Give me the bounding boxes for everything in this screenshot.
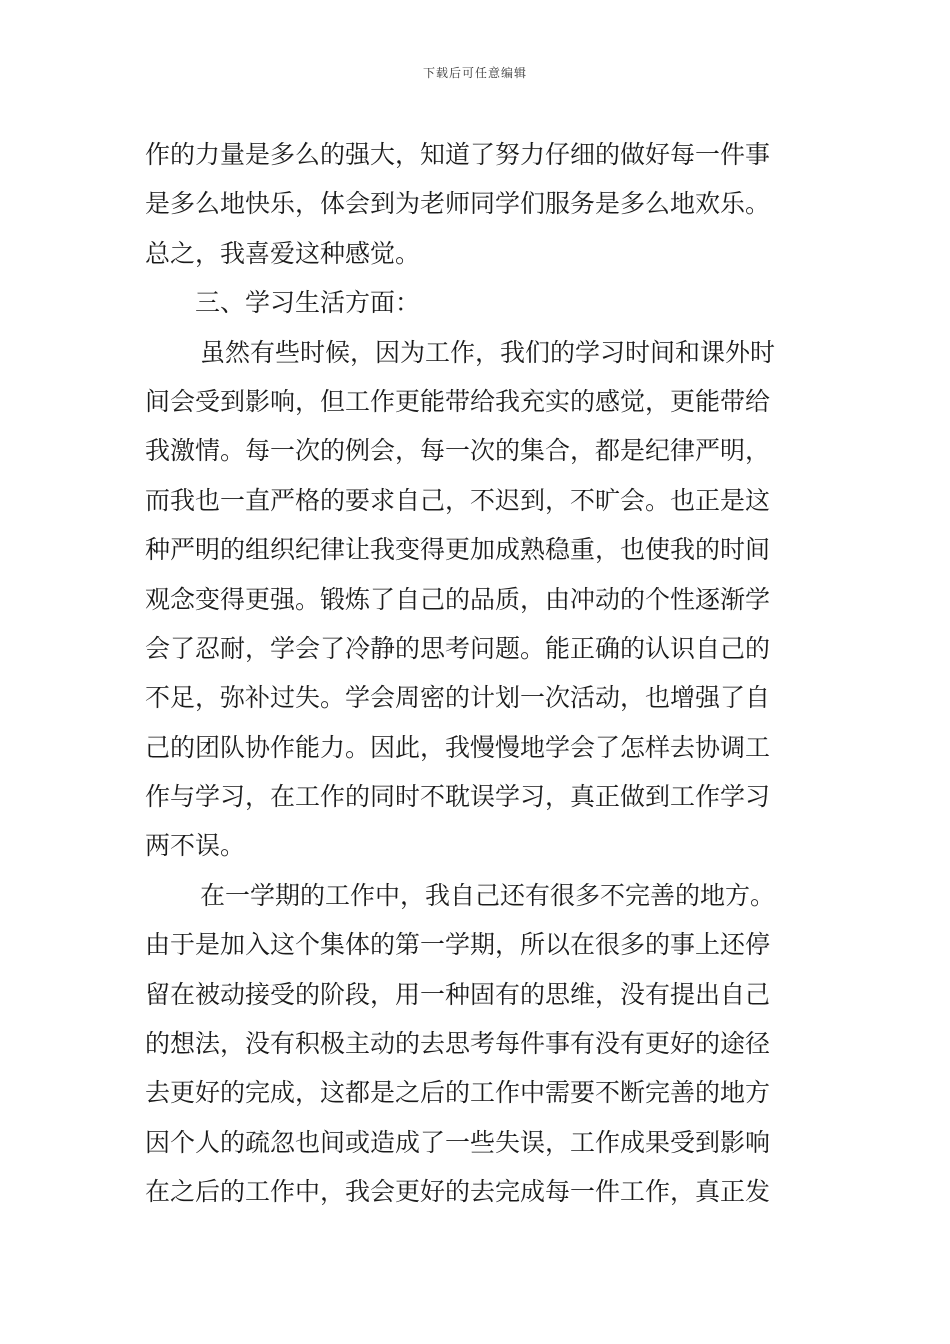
- text-line: 作与学习，在工作的同时不耽误学习，真正做到工作学习: [145, 782, 771, 812]
- text-line: 因个人的疏忽也间或造成了一些失误，工作成果受到影响: [145, 1127, 771, 1157]
- text-line: 在之后的工作中，我会更好的去完成每一件工作，真正发: [145, 1177, 771, 1207]
- text-line: 作的力量是多么的强大，知道了努力仔细的做好每一件事: [145, 140, 771, 169]
- text-line: 的想法，没有积极主动的去思考每件事有没有更好的途径: [145, 1029, 771, 1059]
- page-header: 下载后可任意编辑: [422, 66, 527, 80]
- text-line: 观念变得更强。锻炼了自己的品质，由冲动的个性逐渐学: [145, 584, 771, 614]
- text-line: 种严明的组织纪律让我变得更加成熟稳重，也使我的时间: [145, 535, 771, 565]
- text-line: 我激情。每一次的例会，每一次的集合，都是纪律严明，: [145, 436, 771, 466]
- text-line: 两不误。: [145, 831, 246, 861]
- text-line: 总之，我喜爱这种感觉。: [145, 238, 421, 268]
- text-line: 而我也一直严格的要求自己，不迟到，不旷会。也正是这: [145, 485, 771, 515]
- paragraph-start-line: 在一学期的工作中，我自己还有很多不完善的地方。: [200, 880, 776, 910]
- text-line: 会了忍耐，学会了冷静的思考问题。能正确的认识自己的: [145, 633, 771, 663]
- paragraph-start-line: 虽然有些时候，因为工作，我们的学习时间和课外时: [200, 337, 776, 367]
- text-line: 间会受到影响，但工作更能带给我充实的感觉，更能带给: [145, 386, 771, 416]
- section-heading: 三、学习生活方面：: [195, 288, 421, 318]
- text-line: 己的团队协作能力。因此，我慢慢地学会了怎样去协调工: [145, 732, 771, 762]
- text-line: 由于是加入这个集体的第一学期，所以在很多的事上还停: [145, 930, 771, 960]
- text-line: 留在被动接受的阶段，用一种固有的思维，没有提出自己: [145, 979, 771, 1009]
- body-text: [145, 130, 810, 1217]
- text-line: 是多么地快乐，体会到为老师同学们服务是多么地欢乐。: [145, 189, 771, 219]
- text-line: 去更好的完成，这都是之后的工作中需要不断完善的地方: [145, 1078, 771, 1108]
- text-line: 不足，弥补过失。学会周密的计划一次活动，也增强了自: [145, 683, 771, 713]
